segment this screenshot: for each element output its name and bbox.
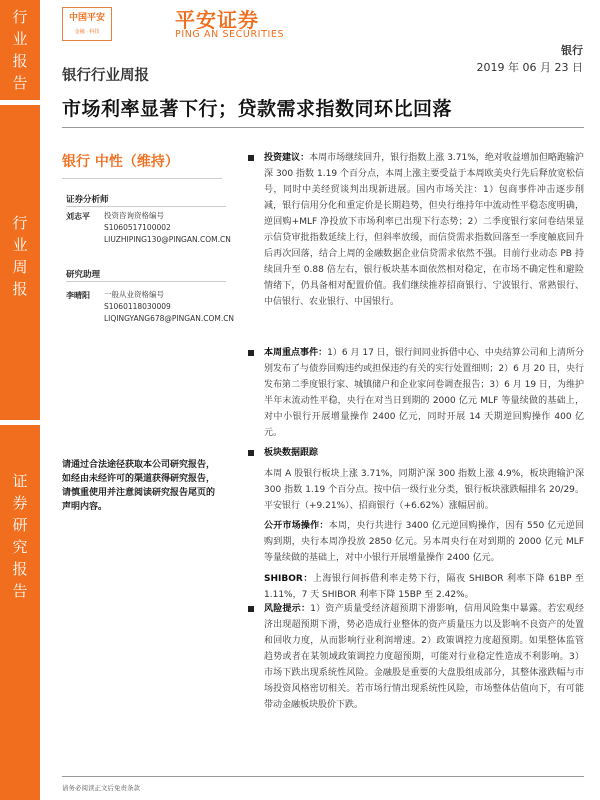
- brand-name-en: PING AN SECURITIES: [175, 29, 285, 40]
- ping-an-group-logo: 中国平安 金融 · 科技: [62, 7, 112, 41]
- divider: [62, 178, 222, 179]
- bullet-icon: [248, 155, 254, 161]
- strip-label-weekly: 行 业 周 报: [12, 214, 28, 298]
- analyst-heading: 证券分析师: [66, 195, 109, 205]
- bullet-icon: [248, 606, 254, 612]
- side-strip: [0, 0, 40, 800]
- analyst-info: 投资咨询资格编号 S1060517100002 LIUZHIPING130@PINGAN.COM.CN: [104, 211, 231, 244]
- assistant-name: 李晴阳: [66, 291, 90, 300]
- strip-label-report: 行 业 报 告: [12, 8, 28, 92]
- assistant-info: 一般从业资格编号 S1060118030009 LIQINGYANG678@PINGAN.COM.CN: [104, 290, 235, 323]
- strip-label-research: 证 券 研 究 报 告: [12, 472, 28, 600]
- open-market-operations: 公开市场操作：本周，央行共进行 3400 亿元逆回购操作，因有 550 亿元逆回购到期，央行本周净投放 2850 亿元。另本周央行在对到期的 2000 亿元 MLF 等量续做的基础上，对中小银行开展增量操作 2400 亿元。: [264, 521, 584, 563]
- bullet-icon: [248, 350, 254, 356]
- risk-warning: 风险提示：1）资产质量受经济超预期下滑影响，信用风险集中暴露。若宏观经济出现超预期下滑，势必造成行业整体的资产质量压力以及影响不良资产的处置和回收力度，从而影响行业利润增速。2）政策调控力度超预期。如果整体监管趋势或者在某领域政策调控力度超预期，可能对行业稳定性造成不利影响。3）市场下跌出现系统性风险。金融股是重要的大盘股组成部分，其整体涨跌幅与市场投资风格密切相关。若市场行情出现系统性风险，市场整体估值向下，有可能带动金融板块股价下跌。: [264, 604, 584, 710]
- strip-separator: [0, 100, 40, 105]
- sector-data-heading: 板块数据跟踪: [264, 448, 319, 458]
- shibor: SHIBOR：上海银行间拆借利率走势下行，隔夜 SHIBOR 利率下降 61BP 至 1.11%，7 天 SHIBOR 利率下降 15BP 至 2.42%。: [264, 574, 584, 600]
- key-events: 本周重点事件：1）6 月 17 日，银行间同业拆借中心、中央结算公司和上清所分别发布了与债券回购违约或担保违约有关的实行处置细则；2）6 月 20 日，央行发布第二季度银行家、城镇储户和企业家问卷调查报告；3）6 月 19 日，为维护半年末流动性平稳，央行在对当日到期的 2000 亿元 MLF 等量续做的基础上，对中小银行开展增量操作 2400 亿元，同时开展 14 天期逆回购操作 400 亿元。: [264, 348, 584, 438]
- divider: [66, 206, 226, 207]
- footer-note: 请务必阅读正文后免责条款: [62, 784, 140, 792]
- page-title: 市场利率显著下行；贷款需求指数同环比回落: [62, 98, 453, 120]
- brand-name-cn: 平安证券: [175, 8, 259, 32]
- investment-advice: 投资建议：本周市场继续回升，银行指数上涨 3.71%，绝对收益增加但略跑输沪深 300 指数 1.19 个百分点，本周上涨主要受益于本周欧美央行先后释放宽松信号，同时中美经贸谈判出现新进展。国内市场关注：1）包商事件冲击逐步削减，银行信用分化和重定价是长期趋势，但央行维持年中流动性平稳态度明确，逆回购+MLF 净投放下市场利率已出现下行态势；2）二季度银行家问卷结果显示信贷审批指数延续上行，但斜率放缓，而信贷需求指数回落至一季度触底回升后再次回落，结合上周的金融数据企业信贷需求依然不强。目前行业动态 PB 持续回升至 0.88 倍左右，银行板块基本面依然相对稳定，在市场不确定性和避险情绪下，仍具备相对配置价值。我们继续推荐招商银行、宁波银行、常熟银行、中信银行、农业银行、中国银行。: [264, 153, 584, 307]
- assistant-heading: 研究助理: [66, 270, 101, 280]
- report-date: 2019 年 06 月 23 日: [476, 61, 583, 74]
- report-type: 银行行业周报: [62, 68, 149, 84]
- analyst-name: 刘志平: [66, 212, 90, 221]
- divider: [62, 776, 584, 777]
- sector-data: 本周 A 股银行板块上涨 3.71%，同期沪深 300 指数上涨 4.9%，板块跑输沪深 300 指数 1.19 个百分点。按中信一级行业分类，银行板块涨跌幅排名 20/29。平安银行（+9.21%）、招商银行（+6.62%）涨幅居前。: [264, 469, 584, 511]
- bullet-icon: [248, 450, 254, 456]
- sector-tag: 银行: [561, 44, 583, 57]
- divider: [66, 281, 226, 282]
- disclaimer: 请通过合法途径获取本公司研究报告，如经由未经许可的渠道获得研究报告，请慎重使用并注意阅读研究报告尾页的声明内容。: [62, 460, 216, 512]
- rating-label: 银行 中性（维持）: [62, 154, 179, 170]
- strip-separator: [0, 420, 40, 425]
- divider: [62, 127, 584, 128]
